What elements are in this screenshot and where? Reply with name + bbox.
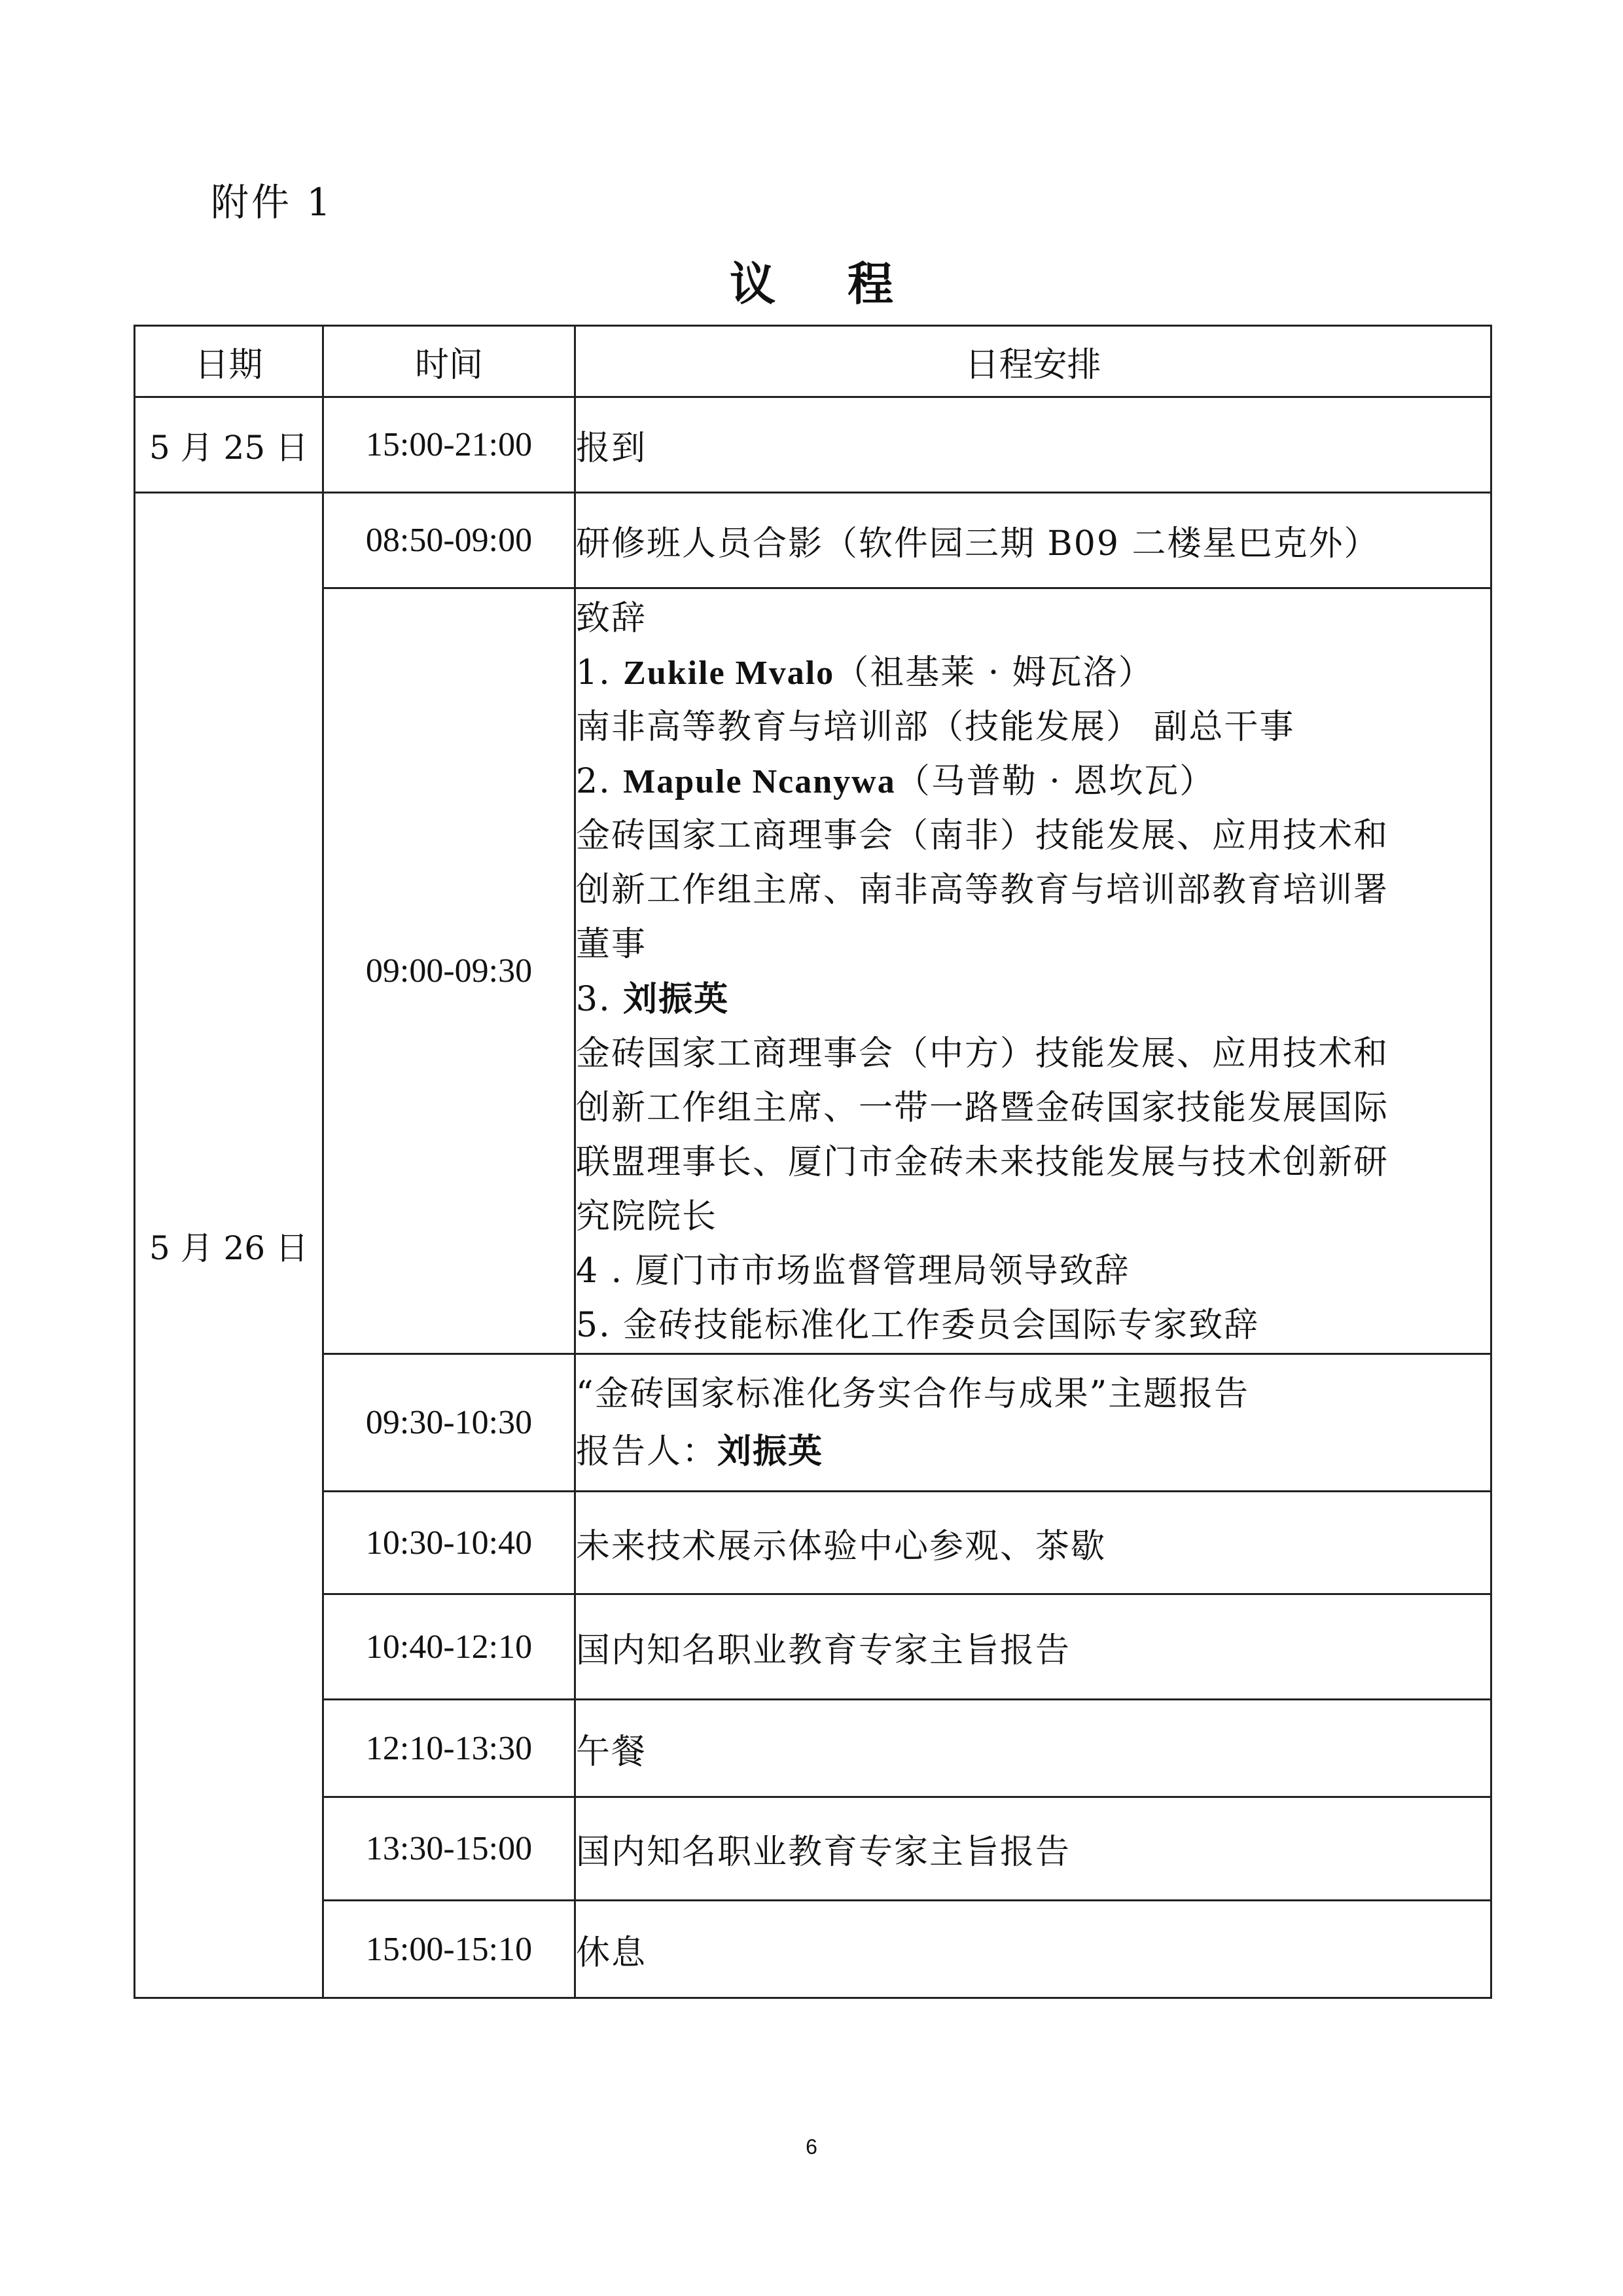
header-date: 日期 (135, 326, 323, 397)
speaker-1 (576, 646, 1490, 700)
table-row (135, 397, 1491, 493)
speaker-2-num: 2. (576, 762, 611, 801)
speaker-2-cn: （马普勒 · 恩坎瓦） (895, 762, 1215, 801)
table-row (135, 493, 1491, 588)
schedule-cell: 国内知名职业教育专家主旨报告 (575, 1797, 1491, 1901)
speaker-3-title-line: 金砖国家工商理事会（中方）技能发展、应用技术和 (576, 1034, 1389, 1073)
time-cell: 12:10-13:30 (323, 1700, 575, 1797)
title-char-2: 程 (847, 257, 893, 311)
reporter (576, 1423, 1490, 1480)
date-cell: 5 月 26 日 (135, 493, 323, 1998)
header-schedule: 日程安排 (575, 326, 1491, 397)
speaker-2-name: Mapule Ncanywa (623, 763, 896, 800)
table-row (135, 1594, 1491, 1700)
speaker-3-title-line: 究院院长 (576, 1197, 718, 1236)
header-row (135, 326, 1491, 397)
table-row (135, 1797, 1491, 1901)
speaker-3-title-line: 创新工作组主席、一带一路暨金砖国家技能发展国际 (576, 1088, 1389, 1128)
speaker-3-name: 刘振英 (623, 979, 730, 1019)
speaker-2-title-line: 董事 (576, 925, 647, 964)
table-row (135, 1700, 1491, 1797)
speaker-3-num: 3. (576, 980, 611, 1019)
schedule-cell: 报到 (575, 397, 1491, 493)
time-cell: 09:00-09:30 (323, 588, 575, 1354)
time-cell: 08:50-09:00 (323, 493, 575, 588)
time-cell: 10:30-10:40 (323, 1492, 575, 1594)
table-row (135, 1354, 1491, 1492)
speaker-5: 5. 金砖技能标准化工作委员会国际专家致辞 (576, 1306, 1260, 1345)
table-row (135, 1492, 1491, 1594)
speech-schedule-cell (575, 588, 1491, 1354)
speaker-1-cn: （祖基莱 · 姆瓦洛） (834, 653, 1154, 692)
schedule-cell: 国内知名职业教育专家主旨报告 (575, 1594, 1491, 1700)
schedule-cell: 午餐 (575, 1700, 1491, 1797)
speech-heading: 致辞 (576, 599, 647, 638)
report-schedule-cell (575, 1354, 1491, 1492)
speaker-2 (576, 755, 1490, 809)
speaker-1-num: 1. (576, 653, 611, 692)
time-cell: 10:40-12:10 (323, 1594, 575, 1700)
speaker-1-title: 南非高等教育与培训部（技能发展） 副总干事 (576, 708, 1295, 747)
time-cell: 15:00-15:10 (323, 1901, 575, 1998)
date-cell: 5 月 25 日 (135, 397, 323, 493)
page-number: 6 (806, 2135, 817, 2159)
speaker-2-title-line: 创新工作组主席、南非高等教育与培训部教育培训署 (576, 870, 1389, 910)
speaker-1-name: Zukile Mvalo (623, 655, 835, 692)
schedule-cell: 未来技术展示体验中心参观、茶歇 (575, 1492, 1491, 1594)
agenda-table (134, 325, 1492, 1999)
title-char-1: 议 (730, 257, 776, 311)
speaker-3 (576, 972, 1490, 1027)
reporter-label: 报告人： (576, 1431, 718, 1471)
attachment-label: 附件 1 (211, 180, 334, 224)
schedule-cell: 休息 (575, 1901, 1491, 1998)
table-row (135, 588, 1491, 1354)
schedule-cell: 研修班人员合影（软件园三期 B09 二楼星巴克外） (575, 493, 1491, 588)
time-cell: 09:30-10:30 (323, 1354, 575, 1492)
time-cell: 15:00-21:00 (323, 397, 575, 493)
page-title (0, 247, 1623, 314)
report-topic: “金砖国家标准化务实合作与成果”主题报告 (576, 1374, 1250, 1414)
table-row (135, 1901, 1491, 1998)
header-time: 时间 (323, 326, 575, 397)
speaker-3-title-line: 联盟理事长、厦门市金砖未来技能发展与技术创新研 (576, 1143, 1389, 1182)
speaker-2-title-line: 金砖国家工商理事会（南非）技能发展、应用技术和 (576, 816, 1389, 855)
time-cell: 13:30-15:00 (323, 1797, 575, 1901)
speaker-4: 4 . 厦门市市场监督管理局领导致辞 (576, 1251, 1130, 1291)
reporter-name: 刘振英 (717, 1431, 824, 1471)
